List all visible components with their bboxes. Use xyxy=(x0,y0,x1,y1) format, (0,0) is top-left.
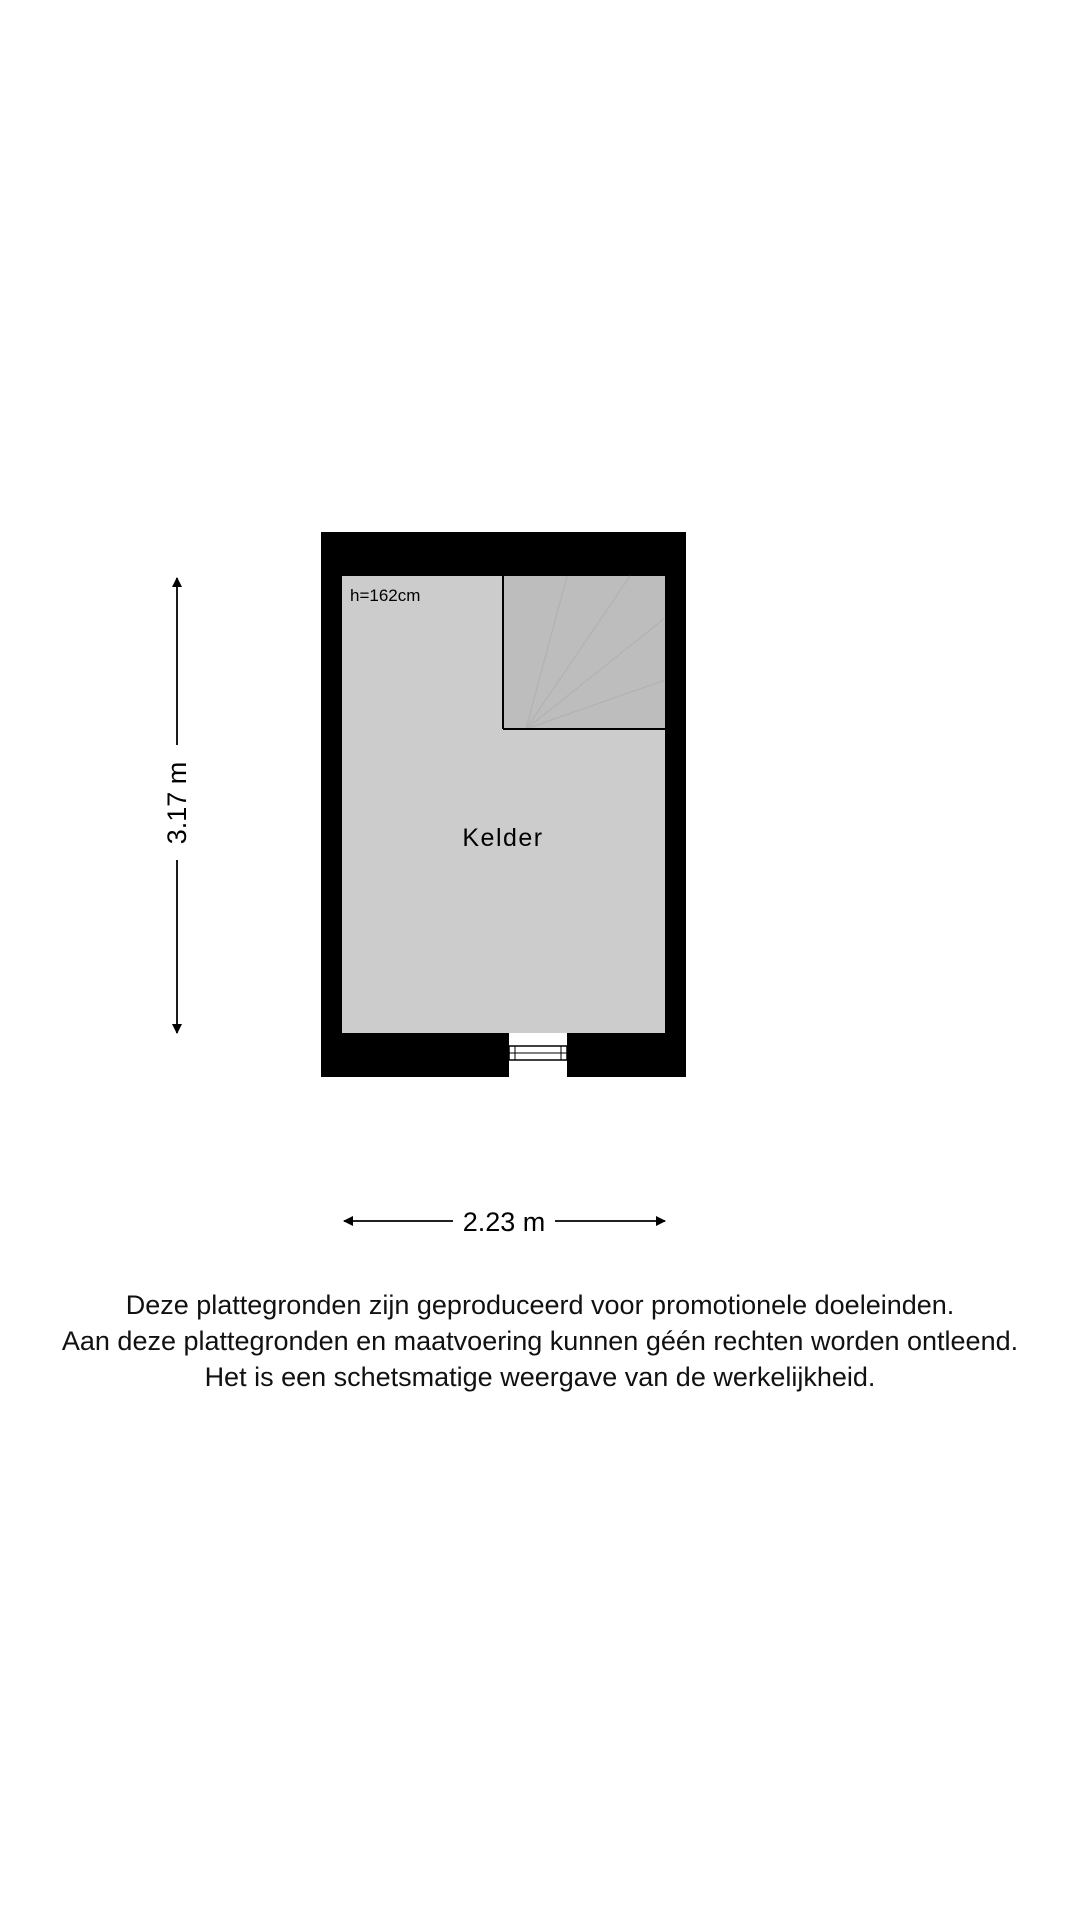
vertical-dimension xyxy=(162,578,192,1033)
disclaimer-line-3: Het is een schetsmatige weergave van de werkelijkheid. xyxy=(204,1362,876,1392)
disclaimer xyxy=(0,1287,1080,1395)
disclaimer-line-2: Aan deze plattegronden en maatvoering kunnen géén rechten worden ontleend. xyxy=(61,1326,1019,1356)
disclaimer-line-1: Deze plattegronden zijn geproduceerd voor promotionele doeleinden. xyxy=(125,1290,955,1320)
room-label: Kelder xyxy=(462,824,544,852)
staircase xyxy=(503,576,665,729)
ceiling-height-label: h=162cm xyxy=(350,586,421,605)
width-dimension-label: 2.23 m xyxy=(462,1207,546,1237)
height-dimension-label: 3.17 m xyxy=(162,761,192,845)
door-threshold xyxy=(509,1046,567,1060)
horizontal-dimension xyxy=(344,1207,665,1237)
